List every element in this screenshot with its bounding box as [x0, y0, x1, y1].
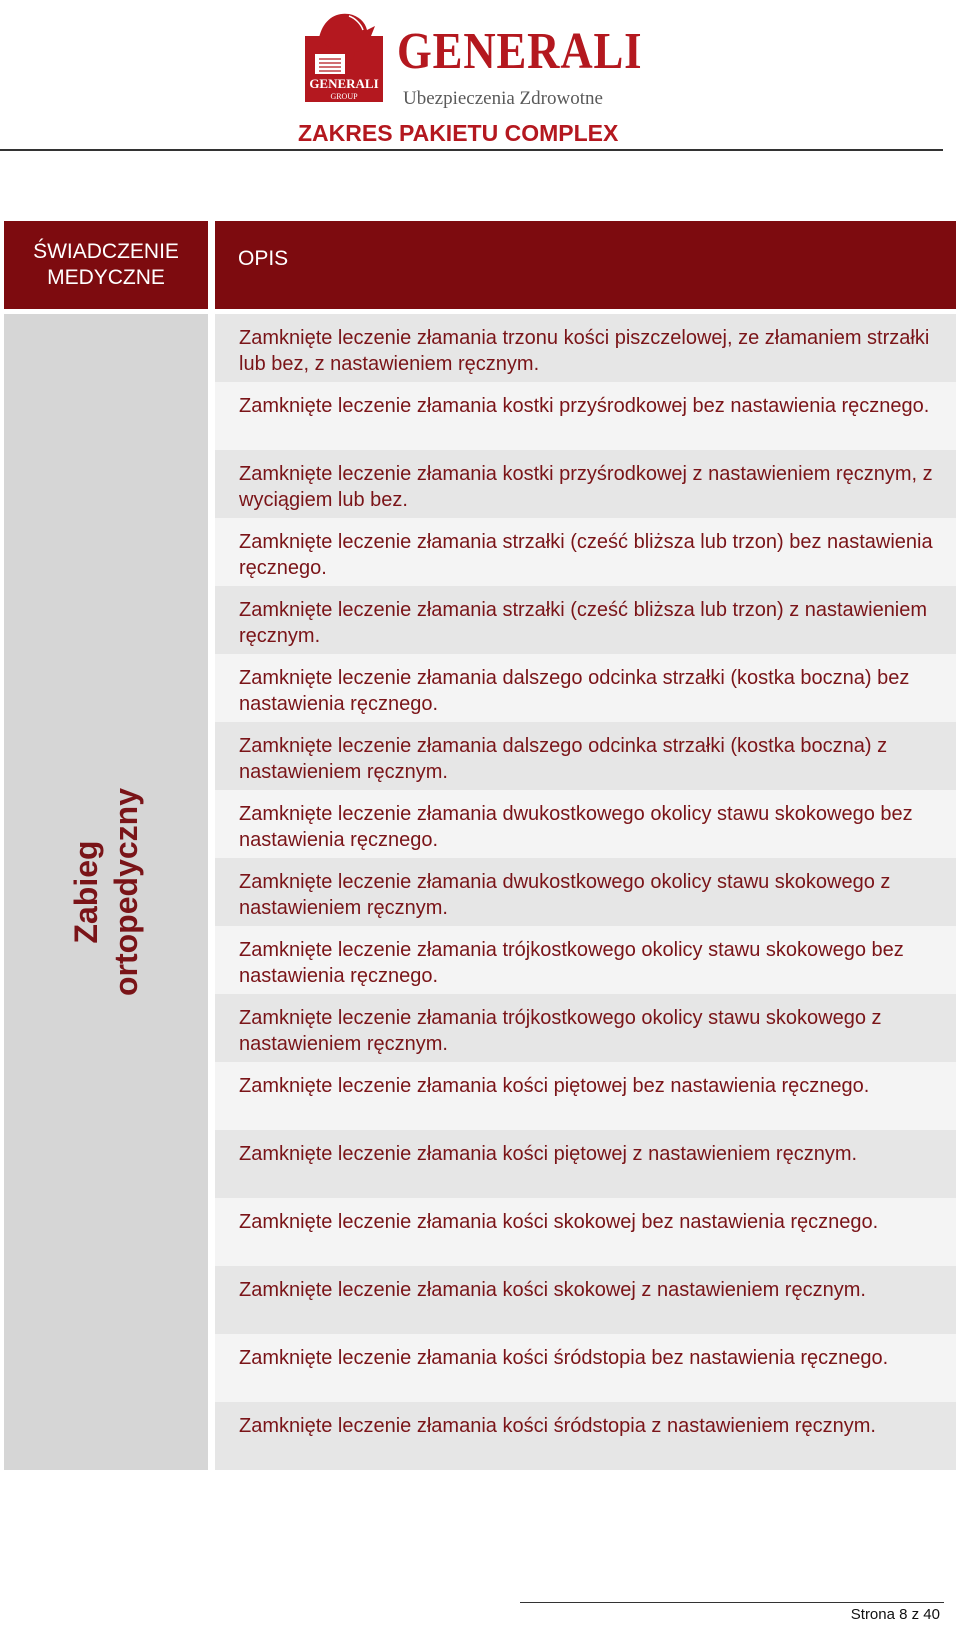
description-rows [215, 314, 956, 1470]
page-title: ZAKRES PAKIETU COMPLEX [298, 120, 619, 146]
generali-logo [305, 8, 643, 109]
table-row: Zamknięte leczenie złamania kostki przyśrodkowej z nastawieniem ręcznym, z wyciągiem lub bez. [215, 450, 956, 518]
category-label [66, 782, 146, 1002]
page-number: Strona 8 z 40 [850, 1606, 940, 1623]
table-row: Zamknięte leczenie złamania trzonu kości piszczelowej, ze złamaniem strzałki lub bez, z nastawieniem ręcznym. [215, 314, 956, 382]
brand-tagline: Ubezpieczenia Zdrowotne [403, 88, 603, 109]
table-row: Zamknięte leczenie złamania trójkostkowego okolicy stawu skokowego bez nastawienia ręcznego. [215, 926, 956, 994]
svg-text:GENERALI: GENERALI [309, 76, 379, 91]
table-row: Zamknięte leczenie złamania dwukostkowego okolicy stawu skokowego z nastawieniem ręcznym. [215, 858, 956, 926]
column-header-service: ŚWIADCZENIE MEDYCZNE [4, 221, 208, 309]
column-header-description: OPIS [215, 221, 956, 309]
table-row: Zamknięte leczenie złamania dwukostkowego okolicy stawu skokowego bez nastawienia ręcznego. [215, 790, 956, 858]
table-row: Zamknięte leczenie złamania strzałki (cześć bliższa lub trzon) bez nastawienia ręcznego. [215, 518, 956, 586]
lion-emblem-icon [305, 8, 385, 104]
svg-text:GROUP: GROUP [330, 92, 358, 101]
table-row: Zamknięte leczenie złamania kości piętowej z nastawieniem ręcznym. [215, 1130, 956, 1198]
table-row: Zamknięte leczenie złamania kostki przyśrodkowej bez nastawienia ręcznego. [215, 382, 956, 450]
table-row: Zamknięte leczenie złamania kości piętowej bez nastawienia ręcznego. [215, 1062, 956, 1130]
page-header [0, 0, 960, 152]
category-cell [4, 314, 208, 1470]
category-label-text: Zabieg ortopedyczny [68, 787, 144, 997]
brand-name: GENERALI [397, 23, 643, 80]
table-row: Zamknięte leczenie złamania kości śródstopia bez nastawienia ręcznego. [215, 1334, 956, 1402]
footer-divider [520, 1602, 944, 1603]
table-row: Zamknięte leczenie złamania kości skokowej z nastawieniem ręcznym. [215, 1266, 956, 1334]
table-row: Zamknięte leczenie złamania strzałki (cześć bliższa lub trzon) z nastawieniem ręcznym. [215, 586, 956, 654]
table-row: Zamknięte leczenie złamania dalszego odcinka strzałki (kostka boczna) bez nastawienia ręcznego. [215, 654, 956, 722]
header-divider [0, 149, 943, 151]
table-row: Zamknięte leczenie złamania trójkostkowego okolicy stawu skokowego z nastawieniem ręcznym. [215, 994, 956, 1062]
table-row: Zamknięte leczenie złamania kości śródstopia z nastawieniem ręcznym. [215, 1402, 956, 1470]
table-row: Zamknięte leczenie złamania dalszego odcinka strzałki (kostka boczna) z nastawieniem ręcznym. [215, 722, 956, 790]
table-row: Zamknięte leczenie złamania kości skokowej bez nastawienia ręcznego. [215, 1198, 956, 1266]
